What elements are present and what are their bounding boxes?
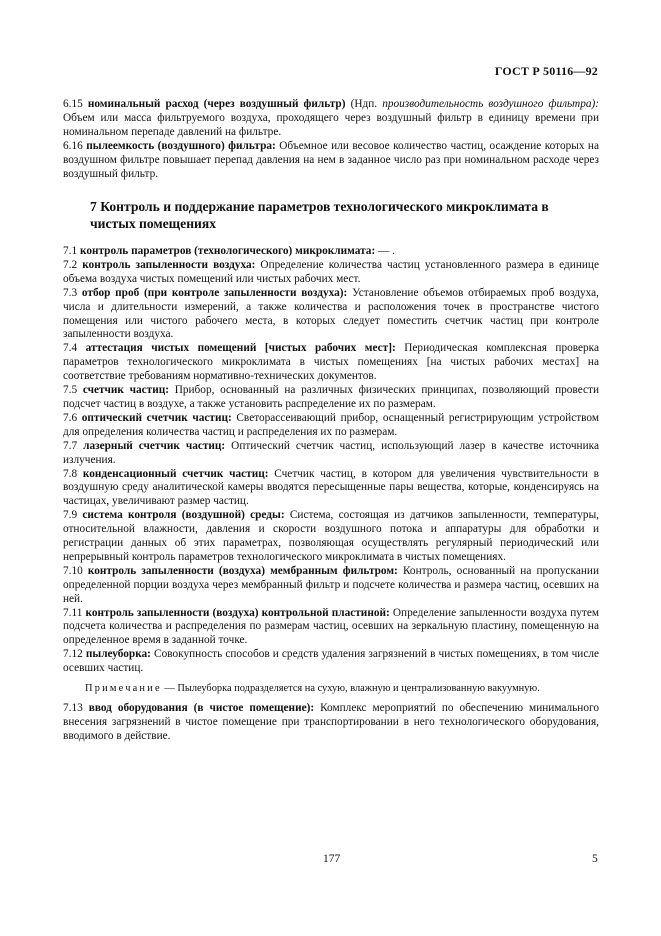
term-7-10: 7.10 контроль запыленности (воздуха) мембранным фильтром: Контроль, основанный на пропускании определенной порции воздуха через мембранный фильтр и подсчете количества и размера частиц, осевших на ней. [63,564,599,605]
term-definition: Определение запыленности воздуха путем подсчета количества и распределения по размерам частиц, осевших на зеркальную пластину, помещенную на определенное время в заданной точке. [63,606,599,647]
term-definition: Прибор, основанный на различных физических принципах, позволяющий провести подсчет частиц в воздухе, а также установить распределение их по размерам. [63,384,599,410]
section-7-terms [63,245,599,744]
term-title: счетчик частиц: [82,384,169,397]
term-7-6: 7.6 оптический счетчик частиц: Светорассеивающий прибор, оснащенный регистрирующим устройством для определения количества частиц и распределения их по размерам. [63,411,599,438]
term-title: конденсационный счетчик частиц: [82,467,269,480]
term-7-3: 7.3 отбор проб (при контроле запыленности воздуха): Установление объемов отбираемых проб воздуха, числа и длительности измерений, а также количества и расположения точек в пространстве чистого помещения или чистого рабочего места, в которых следует поместить счетчик частиц при контроле запыленности воздуха. [63,286,599,341]
term-title: контроль запыленности воздуха: [82,258,256,271]
term-title: оптический счетчик частиц: [81,411,232,424]
term-title: система контроля (воздушной) среды: [82,509,285,522]
term-7-1: 7.1 контроль параметров (технологического) микроклимата: — . [63,245,395,257]
term-7-9: 7.9 система контроля (воздушной) среды: Система, состоящая из датчиков запыленности, температуры, относительной влажности, давления и скорости воздушного потока и аппаратуры для обработки и регистрации данных об этих параметрах, позволяющая осуществлять регулярный периодический или непрерывный контроль параметров технологического микроклимата в чистых помещениях. [63,509,599,563]
term-title: лазерный счетчик частиц: [83,439,226,452]
term-definition: Контроль, основанный на пропускании определенной порции воздуха через мембранный фильтр и подсчете количества и размера частиц, осевших на ней. [63,564,599,605]
page-number-center: 177 [323,853,341,865]
term-7-8: 7.8 конденсационный счетчик частиц: Счетчик частиц, в котором для увеличения чувствительности в воздушную среду аналитической камеры вводятся пересыщенные пары вещества, которые, конденсируясь на частицах, увеличивают размер частиц. [63,467,599,508]
standard-header: ГОСТ Р 50116—92 [494,64,598,78]
term-definition: Объем или масса фильтруемого воздуха, проходящего через воздушный фильтр в единицу времени при номинальном перепаде давлений на фильтре. [63,111,599,138]
term-6-16: 6.16 пылеемкость (воздушного) фильтра: Объемное или весовое количество частиц, осаждение которых на воздушном фильтре повышает перепад давления на нем в заданное число раз при номинальном расходе через воздушный фильтр. [63,139,599,180]
section-title: 7 Контроль и поддержание параметров технологического микроклимата в чистых помещениях [90,199,549,231]
term-title: контроль запыленности (воздуха) контрольной пластиной: [85,606,390,619]
term-6-15: 6.15 номинальный расход (через воздушный фильтр) (Ндп. производительность воздушного фильтра): Объем или масса фильтруемого воздуха, проходящего через воздушный фильтр в единицу времени при номинальном перепаде давлений на фильтре. [63,98,600,138]
term-definition: Система, состоящая из датчиков запыленности, температуры, относительной влажности, давления и скорости воздушного потока и аппаратуры для обработки и регистрации данных об этих параметрах, позволяющая осуществлять регулярный периодический или непрерывный контроль параметров технологического микроклимата в чистых помещениях. [63,509,599,563]
term-title: пылеуборка: [85,648,151,661]
term-definition: Счетчик частиц, в котором для увеличения чувствительности в воздушную среду аналитической камеры вводятся пересыщенные пары вещества, которые, конденсируясь на частицах, увеличивают размер частиц. [63,467,599,508]
term-7-13: 7.13 ввод оборудования (в чистое помещение): Комплекс мероприятий по обеспечению минимального внесения загрязнений в чистое помещение при транспортировании в него технологического оборудования, вводимого в действие. [63,702,600,742]
term-definition: Комплекс мероприятий по обеспечению минимального внесения загрязнений в чистое помещение при транспортировании в него технологического оборудования, вводимого в действие. [63,702,600,742]
term-7-7: 7.7 лазерный счетчик частиц: Оптический счетчик частиц, использующий лазер в качестве источника излучения. [63,439,599,466]
term-7-11: 7.11 контроль запыленности (воздуха) контрольной пластиной: Определение запыленности воздуха путем подсчета количества и распределения по размерам частиц, осевших на зеркальную пластину, помещенную на определенное время в заданной точке. [63,606,599,647]
term-7-2: 7.2 контроль запыленности воздуха: Определение количества частиц установленного размера в единице объема воздуха чистых помещений или чистых рабочих мест. [63,258,599,285]
term-title: отбор проб (при контроле запыленности воздуха): [81,286,348,299]
term-title: пылеемкость (воздушного) фильтра: [86,139,276,152]
term-definition: Периодическая комплексная проверка параметров технологического микроклимата в чистых помещениях [на чистых рабочих местах] на соответствие требованиям нормативно-технических документов. [63,342,600,383]
note-label: Примечание [85,683,162,695]
term-definition: Совокупность способов и средств удаления загрязнений в чистых помещениях, в том числе осевших частиц. [63,648,599,675]
term-definition: Светорассеивающий прибор, оснащенный регистрирующим устройством для определения количества частиц и распределения их по размерам. [63,411,599,438]
term-7-12: 7.12 пылеуборка: Совокупность способов и средств удаления загрязнений в чистых помещениях, в том числе осевших частиц. [63,648,599,675]
note-text: — Пылеуборка подразделяется на сухую, влажную и централизованную вакуумную. [161,683,540,695]
note [63,682,599,696]
term-7-4: 7.4 аттестация чистых помещений [чистых рабочих мест]: Периодическая комплексная проверка параметров технологического микроклимата в чистых помещениях [на чистых рабочих местах] на соответствие требованиям нормативно-технических документов. [63,342,600,383]
term-definition: Объемное или весовое количество частиц, осаждение которых на воздушном фильтре повышает перепад давления на нем в заданное число раз при номинальном расходе через воздушный фильтр. [63,139,599,180]
term-title: контроль параметров (технологического) микроклимата: [79,245,376,257]
term-definition: Установление объемов отбираемых проб воздуха, числа и длительности измерений, а также количества и расположения точек в пространстве чистого помещения или чистого рабочего места, в которых следует поместить счетчик частиц при контроле запыленности воздуха. [63,286,599,341]
term-title: аттестация чистых помещений [чистых рабочих мест]: [85,342,396,355]
page-number-right: 5 [592,853,598,865]
term-title: контроль запыленности (воздуха) мембранным фильтром: [87,564,398,577]
deprecated-term: производительность воздушного фильтра): [382,98,600,110]
top-block [63,98,599,181]
term-title: номинальный расход (через воздушный фильтр) [87,98,346,110]
term-definition: — . [375,245,395,257]
term-7-5: 7.5 счетчик частиц: Прибор, основанный на различных физических принципах, позволяющий провести подсчет частиц в воздухе, а также установить распределение их по размерам. [63,384,599,410]
term-definition: Определение количества частиц установленного размера в единице объема воздуха чистых помещений или чистых рабочих мест. [63,258,599,285]
term-definition: Оптический счетчик частиц, использующий лазер в качестве источника излучения. [63,439,599,466]
term-title: ввод оборудования (в чистое помещение): [88,702,315,714]
